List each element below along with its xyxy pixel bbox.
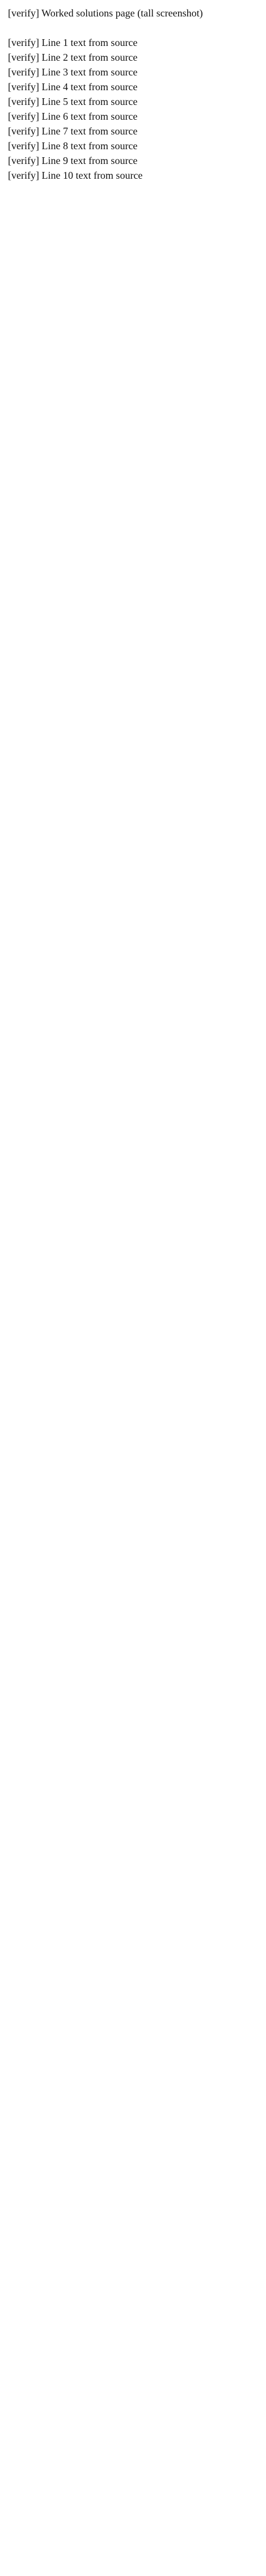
document-line-5: [verify] Line 5 text from source xyxy=(8,96,138,107)
document-line-10: [verify] Line 10 text from source xyxy=(8,170,143,181)
spacer xyxy=(8,20,258,35)
document-line-7: [verify] Line 7 text from source xyxy=(8,125,138,137)
document-line-8: [verify] Line 8 text from source xyxy=(8,140,138,151)
document-line-2: [verify] Line 2 text from source xyxy=(8,52,138,63)
document-line-4: [verify] Line 4 text from source xyxy=(8,81,138,92)
document-title: [verify] Worked solutions page (tall screenshot) xyxy=(8,7,203,19)
document-line-3: [verify] Line 3 text from source xyxy=(8,66,138,78)
document-line-1: [verify] Line 1 text from source xyxy=(8,37,138,48)
document-line-9: [verify] Line 9 text from source xyxy=(8,155,138,166)
document-line-6: [verify] Line 6 text from source xyxy=(8,111,138,122)
